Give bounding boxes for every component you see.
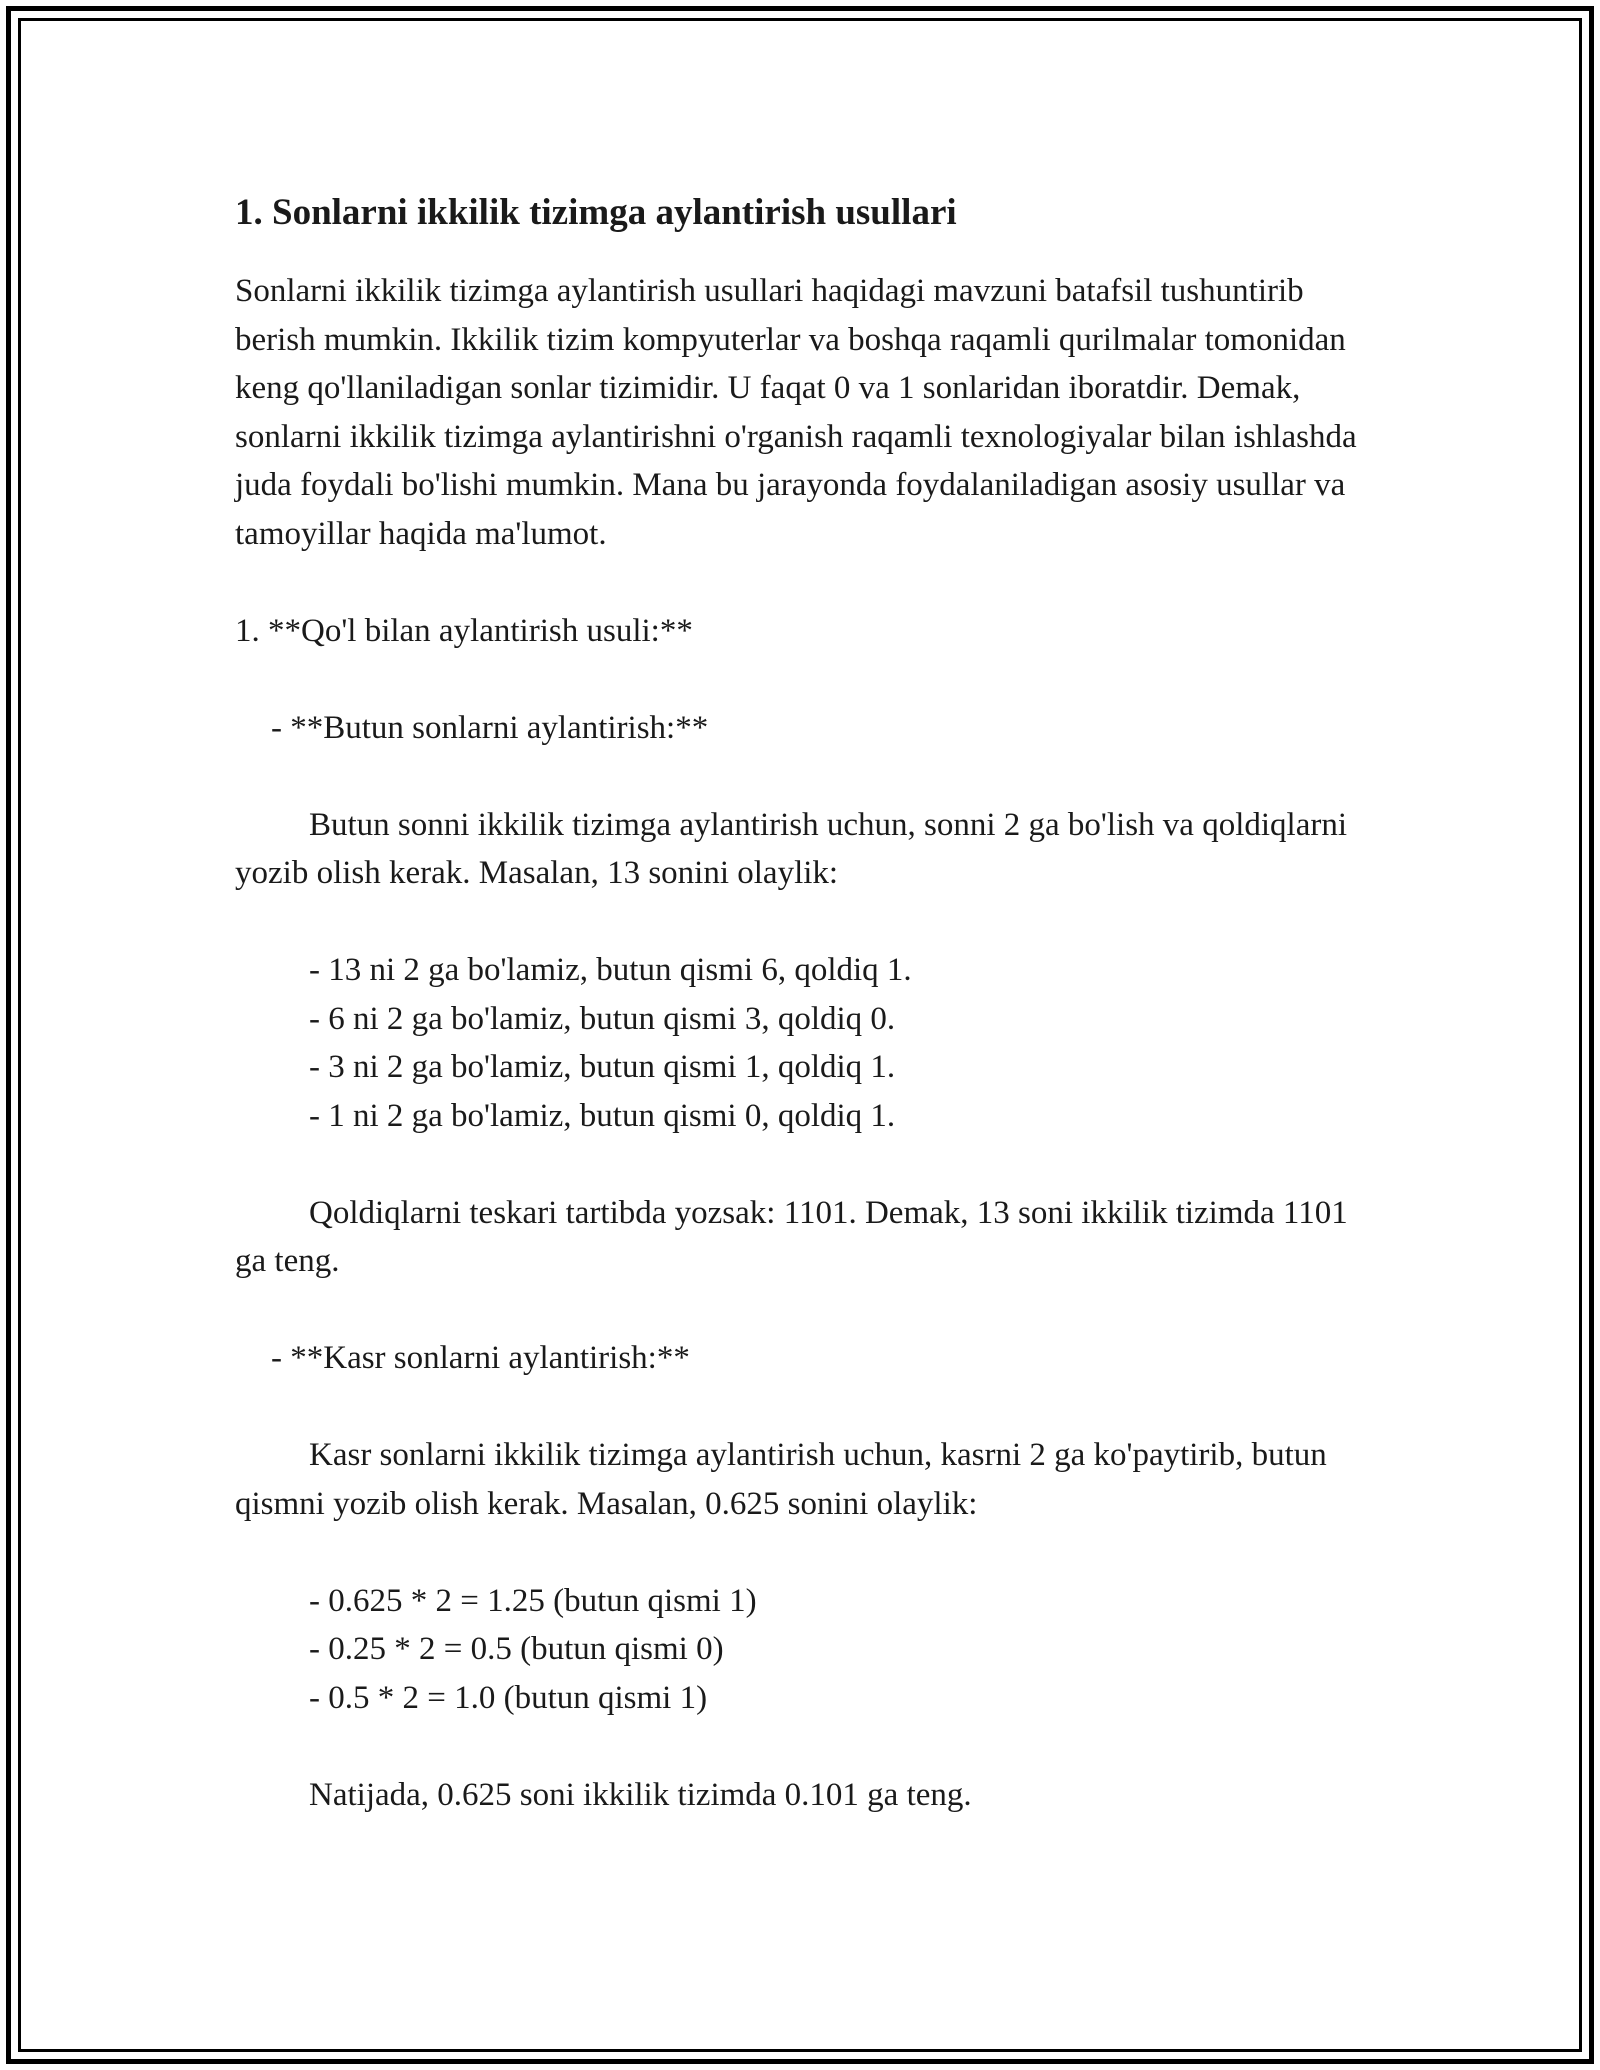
- whole-step: - 6 ni 2 ga bo'lamiz, butun qismi 3, qoldiq 0.: [309, 1000, 896, 1037]
- fraction-step: - 0.25 * 2 = 0.5 (butun qismi 0): [309, 1631, 724, 1667]
- intro-paragraph: Sonlarni ikkilik tizimga aylantirish usullari haqidagi mavzuni batafsil tushuntirib berish mumkin. Ikkilik tizim kompyuterlar va boshqa raqamli qurilmalar tomonidan keng qo'llaniladigan sonlar tizimidir. U faqat 0 va 1 sonlaridan iboratdir. Demak, sonlarni ikkilik tizimga aylantirishni o'rganish raqamli texnologiyalar bilan ishlashda juda foydali bo'lishi mumkin. Mana bu jarayonda foydalaniladigan asosiy usullar va tamoyillar haqida ma'lumot.: [235, 273, 1357, 552]
- fraction-title: - **Kasr sonlarni aylantirish:**: [271, 1340, 690, 1376]
- whole-numbers-explanation: Butun sonni ikkilik tizimga aylantirish uchun, sonni 2 ga bo'lish va qoldiqlarni yozib olish kerak. Masalan, 13 sonini olaylik:: [235, 806, 1348, 891]
- fraction-step: - 0.5 * 2 = 1.0 (butun qismi 1): [309, 1679, 708, 1716]
- fraction-explanation: Kasr sonlarni ikkilik tizimga aylantirish uchun, kasrni 2 ga ko'paytirib, butun qismni yozib olish kerak. Masalan, 0.625 sonini olaylik:: [235, 1437, 1327, 1522]
- fraction-result: Natijada, 0.625 soni ikkilik tizimda 0.101 ga teng.: [309, 1776, 972, 1813]
- whole-numbers-title: - **Butun sonlarni aylantirish:**: [271, 709, 709, 746]
- document-body: [235, 187, 1365, 1819]
- section-heading: 1. Sonlarni ikkilik tizimga aylantirish usullari: [235, 192, 957, 233]
- whole-numbers-result: Qoldiqlarni teskari tartibda yozsak: 1101. Demak, 13 soni ikkilik tizimda 1101 ga teng.: [235, 1194, 1348, 1279]
- whole-step: - 3 ni 2 ga bo'lamiz, butun qismi 1, qoldiq 1.: [309, 1049, 896, 1085]
- method-title: 1. **Qo'l bilan aylantirish usuli:**: [235, 612, 693, 649]
- fraction-step: - 0.625 * 2 = 1.25 (butun qismi 1): [309, 1582, 757, 1619]
- whole-step: - 1 ni 2 ga bo'lamiz, butun qismi 0, qoldiq 1.: [309, 1097, 896, 1134]
- whole-step: - 13 ni 2 ga bo'lamiz, butun qismi 6, qoldiq 1.: [309, 952, 912, 988]
